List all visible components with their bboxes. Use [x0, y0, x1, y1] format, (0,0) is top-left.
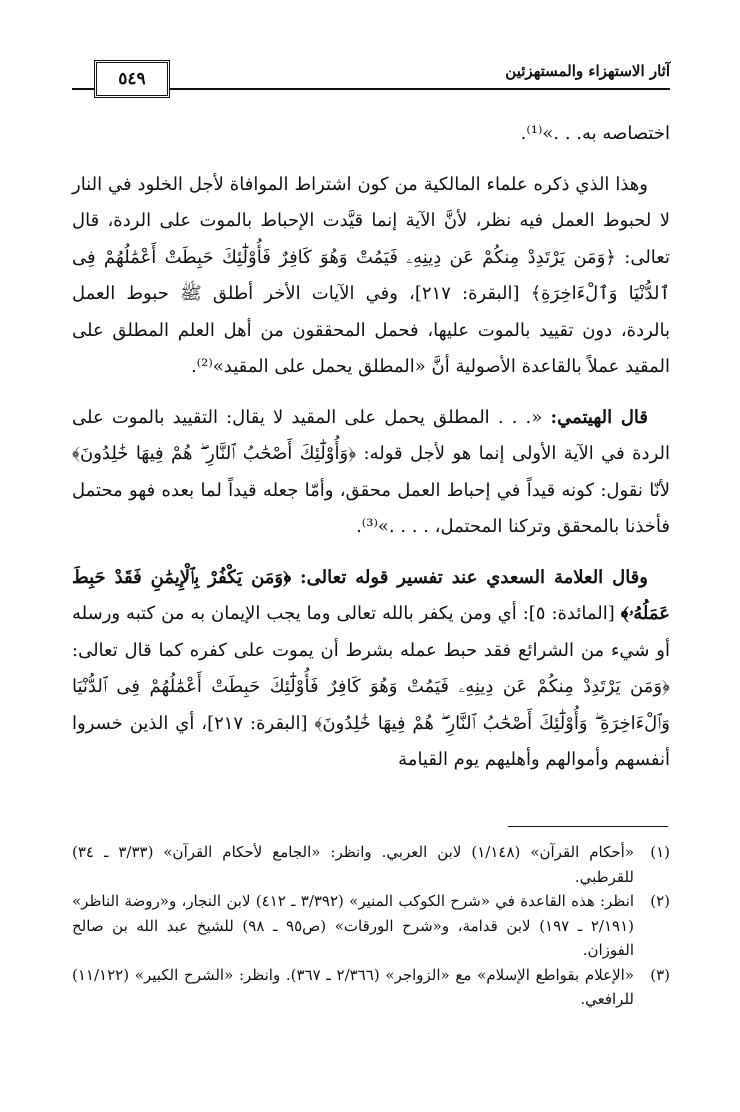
main-text [72, 116, 670, 779]
paragraph-4 [72, 560, 670, 779]
paragraph-3-text: «. . . المطلق يحمل على المقيد لا يقال: التقييد بالموت على الردة في الآية الأولى إنما هو لأجل قوله: ﴿وَأُوْلَٰٓئِكَ أَصْحَٰبُ ٱلنَّارِ ۖ هُمْ فِيهَا خَٰلِدُونَ﴾ لأنّا نقول: كونه قيداً في إحباط العمل محقق، وأمّا جعله قيداً لما بعده فهو محتمل فأخذنا بالمحقق وتركنا المحتمل، . . . .»⁽³⁾. [72, 406, 670, 537]
footnote-number: (٣) [650, 965, 670, 984]
footnote-text: انظر: هذه القاعدة في «شرح الكوكب المنير» (٣/٣٩٢ ـ ٤١٢) لابن النجار، و«روضة الناظر» (٢/١٩١ ـ ١٩٧) لابن قدامة، و«شرح الورقات» (ص٩٥ ـ ٩٨) للشيخ عبد الله بن صالح الفوزان. [72, 892, 634, 959]
paragraph-4-text: [المائدة: ٥]: أي ومن يكفر بالله تعالى وما يجب الإيمان به من كتبه ورسله أو شيء من الشرائع فقد حبط عمله بشرط أن يموت على كفره كما قال تعالى: ﴿وَمَن يَرْتَدِدْ مِنكُمْ عَن دِينِهِۦ فَيَمُتْ وَهُوَ كَافِرٌ فَأُوْلَٰٓئِكَ حَبِطَتْ أَعْمَٰلُهُمْ فِى ٱلدُّنْيَا وَٱلْءَاخِرَةِ ۖ وَأُوْلَٰٓئِكَ أَصْحَٰبُ ٱلنَّارِ ۖ هُمْ فِيهَا خَٰلِدُونَ﴾ [البقرة: ٢١٧]، أي الذين خسروا أنفسهم وأموالهم وأهليهم يوم القيامة [72, 603, 670, 770]
footnote-text: «أحكام القرآن» (١/١٤٨) لابن العربي. وانظر: «الجامع لأحكام القرآن» (٣/٣٣ ـ ٣٤) للقرطبي. [72, 843, 635, 886]
footnote-separator [508, 826, 668, 827]
quran-verse: ﴿وَمَن يَكْفُرْ بِٱلْإِيمَٰنِ فَقَدْ حَبِطَ عَمَلُهُۥ﴾ [72, 566, 670, 624]
page-number: ٥٤٩ [94, 60, 170, 98]
speaker-saadi: وقال العلامة السعدي عند تفسير قوله تعالى: [300, 566, 648, 588]
footnote [72, 963, 670, 1012]
footnote-number: (٢) [650, 892, 670, 910]
footnote [72, 889, 670, 963]
footnote-number: (١) [650, 843, 670, 861]
speaker-hitami: قال الهيتمي: [550, 406, 648, 428]
paragraph-3 [72, 400, 670, 546]
running-title: آثار الاستهزاء والمستهزئين [497, 62, 670, 80]
footnotes [72, 840, 670, 1012]
footnote [72, 840, 670, 889]
paragraph-2: وهذا الذي ذكره علماء المالكية من كون اشتراط الموافاة لأجل الخلود في النار لا لحبوط العمل فيه نظر، لأنَّ الآية إنما قيَّدت الإحباط بالموت على الردة، قال تعالى: ﴿وَمَن يَرْتَدِدْ مِنكُمْ عَن دِينِهِۦ فَيَمُتْ وَهُوَ كَافِرٌ فَأُوْلَٰٓئِكَ حَبِطَتْ أَعْمَٰلُهُمْ فِى ٱلدُّنْيَا وَٱلْءَاخِرَةِ﴾ [البقرة: ٢١٧]، وفي الآيات الأخر أطلق ﷺ حبوط العمل بالردة، دون تقييد بالموت عليها، فحمل المحققون من أهل العلم المطلق على المقيد عملاً بالقاعدة الأصولية أنَّ «المطلق يحمل على المقيد»⁽²⁾. [72, 173, 670, 377]
footnote-text: «الإعلام بقواطع الإسلام» مع «الزواجر» (٢/٣٦٦ ـ ٣٦٧). وانظر: «الشرح الكبير» (١١/١٢٢) للرافعي. [72, 965, 634, 1008]
page-header [72, 60, 670, 94]
paragraph-1: اختصاصه به. . .»⁽¹⁾. [520, 123, 670, 144]
